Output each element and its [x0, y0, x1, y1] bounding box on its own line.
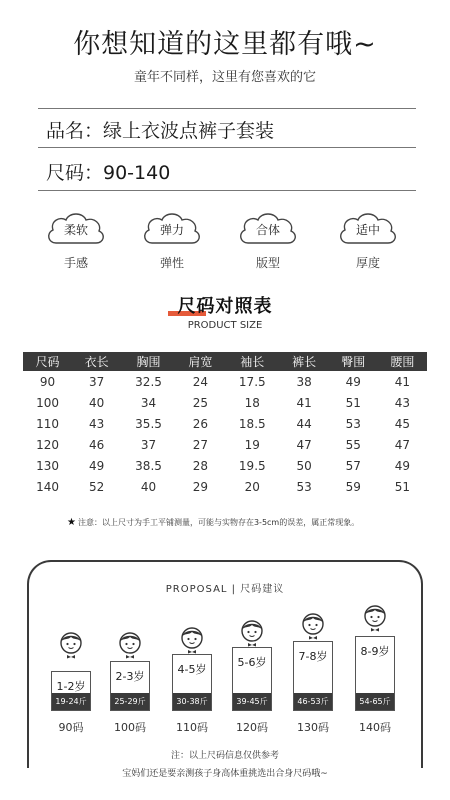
recommended-size: 140码	[359, 721, 391, 734]
table-cell: 53	[296, 479, 312, 494]
header-subtitle: 童年不同样，这里有您喜欢的它	[133, 70, 316, 85]
table-row	[23, 434, 427, 455]
table-row	[23, 371, 427, 392]
feature-desc: 版型	[255, 256, 280, 270]
recommended-size: 120码	[236, 721, 268, 734]
table-cell: 40	[140, 479, 157, 494]
table-cell: 130	[36, 458, 59, 473]
recommended-size: 90码	[58, 721, 84, 734]
divider	[38, 108, 416, 109]
weight-range: 25-29斤	[111, 693, 149, 710]
feature-tag: 适中	[355, 223, 380, 237]
table-cell: 41	[296, 395, 312, 410]
table-cell: 59	[345, 479, 361, 494]
table-cell: 43	[89, 416, 105, 431]
recommended-size: 130码	[297, 721, 329, 734]
table-cell: 57	[345, 458, 361, 473]
feature-desc: 厚度	[355, 256, 380, 270]
child-head-icon	[300, 612, 326, 644]
table-cell: 55	[345, 437, 361, 452]
age-range: 2-3岁	[115, 670, 145, 683]
measurement-note-text: 注意：以上尺寸为手工平铺测量，可能与实物存在3-5cm的误差，属正常现象。	[77, 518, 360, 527]
child-head-icon	[362, 604, 388, 636]
table-cell: 47	[296, 437, 312, 452]
size-recommendation-card	[172, 654, 212, 711]
table-header-row	[23, 352, 427, 371]
table-cell: 34	[140, 395, 157, 410]
measurement-note	[67, 517, 359, 528]
table-cell: 90	[39, 374, 56, 389]
table-cell: 29	[192, 479, 209, 494]
table-cell: 51	[345, 395, 361, 410]
proposal-footnote: 注：以上尺码信息仅供参考	[170, 751, 279, 761]
table-cell: 53	[345, 416, 361, 431]
size-chart-title: 尺码对照表	[177, 296, 273, 317]
table-cell: 43	[394, 395, 411, 410]
table-header-cell: 衣长	[72, 352, 121, 371]
table-cell: 24	[192, 374, 209, 389]
feature-tag: 弹力	[159, 223, 184, 237]
age-range: 4-5岁	[177, 663, 207, 676]
table-cell: 27	[192, 437, 209, 452]
feature-item	[44, 209, 114, 279]
recommended-size: 100码	[114, 721, 146, 734]
proposal-tip: 宝妈们还是要亲测孩子身高体重挑选出合身尺码哦~	[122, 769, 328, 779]
table-cell: 50	[296, 458, 312, 473]
age-range: 7-8岁	[298, 650, 328, 663]
table-cell: 52	[89, 479, 105, 494]
feature-desc: 弹性	[159, 256, 184, 270]
table-row	[23, 455, 427, 476]
table-cell: 35.5	[135, 416, 162, 431]
child-head-icon	[58, 631, 84, 663]
age-range: 5-6岁	[237, 656, 267, 669]
size-recommendation-card	[293, 641, 333, 711]
size-recommendation-card	[355, 636, 395, 711]
table-cell: 18.5	[238, 416, 266, 431]
table-cell: 38	[296, 374, 312, 389]
age-range: 1-2岁	[56, 680, 86, 693]
feature-item	[236, 209, 306, 279]
table-header-cell: 肩宽	[176, 352, 225, 371]
table-cell: 17.5	[238, 374, 266, 389]
product-name: 品名：绿上衣波点裤子套装	[46, 120, 275, 142]
feature-item	[336, 209, 406, 279]
table-cell: 32.5	[135, 374, 162, 389]
weight-range: 19-24斤	[52, 693, 90, 710]
table-cell: 49	[89, 458, 105, 473]
table-cell: 37	[89, 374, 105, 389]
table-cell: 49	[394, 458, 411, 473]
child-head-icon	[179, 626, 205, 658]
table-header-cell: 臀围	[329, 352, 378, 371]
table-cell: 38.5	[135, 458, 162, 473]
table-cell: 28	[192, 458, 209, 473]
divider	[38, 190, 416, 191]
table-cell: 120	[36, 437, 59, 452]
table-header-cell: 袖长	[225, 352, 280, 371]
size-recommendation-card	[51, 671, 91, 711]
weight-range: 54-65斤	[356, 693, 394, 710]
table-cell: 41	[394, 374, 411, 389]
table-cell: 37	[140, 437, 157, 452]
table-header-cell: 胸围	[121, 352, 176, 371]
child-head-icon	[117, 631, 143, 663]
table-row	[23, 413, 427, 434]
table-cell: 140	[36, 479, 59, 494]
header-title: 你想知道的这里都有哦~	[73, 29, 377, 60]
table-cell: 19.5	[238, 458, 266, 473]
table-header-cell: 腰围	[378, 352, 427, 371]
divider	[38, 147, 416, 148]
recommended-size: 110码	[176, 721, 208, 734]
weight-range: 46-53斤	[294, 693, 332, 710]
star-icon: ★	[67, 517, 76, 528]
weight-range: 39-45斤	[233, 693, 271, 710]
age-range: 8-9岁	[360, 645, 390, 658]
table-cell: 25	[192, 395, 209, 410]
proposal-title: PROPOSAL | 尺码建议	[165, 584, 285, 595]
table-cell: 20	[244, 479, 260, 494]
table-cell: 110	[36, 416, 59, 431]
table-cell: 46	[89, 437, 105, 452]
table-header-cell: 裤长	[280, 352, 329, 371]
size-recommendation-card	[232, 647, 272, 711]
size-table	[23, 352, 427, 497]
feature-item	[140, 209, 210, 279]
feature-tag: 合体	[255, 223, 280, 237]
table-row	[23, 476, 427, 497]
table-cell: 47	[394, 437, 411, 452]
child-head-icon	[239, 619, 265, 651]
feature-desc: 手感	[63, 256, 88, 270]
table-cell: 49	[345, 374, 361, 389]
table-cell: 40	[89, 395, 105, 410]
weight-range: 30-38斤	[173, 693, 211, 710]
table-cell: 45	[394, 416, 411, 431]
size-chart-subtitle: PRODUCT SIZE	[187, 320, 263, 331]
table-row	[23, 392, 427, 413]
feature-tag: 柔软	[63, 223, 88, 237]
size-recommendation-card	[110, 661, 150, 711]
table-cell: 18	[244, 395, 260, 410]
table-cell: 19	[244, 437, 260, 452]
table-cell: 100	[36, 395, 59, 410]
table-cell: 51	[394, 479, 411, 494]
product-size-range: 尺码：90-140	[46, 162, 171, 184]
table-cell: 44	[296, 416, 312, 431]
table-header-cell: 尺码	[23, 352, 72, 371]
table-cell: 26	[192, 416, 209, 431]
